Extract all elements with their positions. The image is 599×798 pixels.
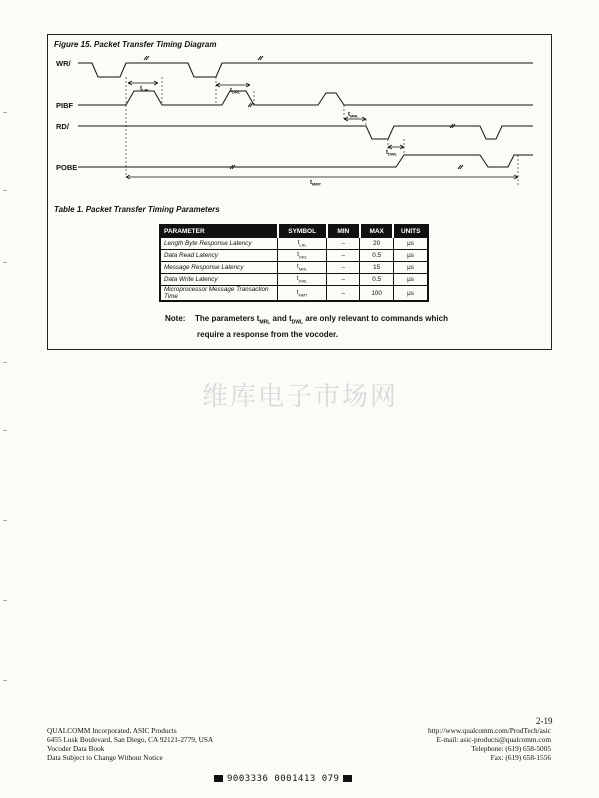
barcode-text: 9003336 0001413 079 bbox=[227, 774, 340, 784]
signal-label-rd: RD/ bbox=[56, 122, 69, 131]
cell-units: µs bbox=[393, 262, 428, 274]
margin-tick bbox=[3, 112, 7, 113]
pibf-waveform bbox=[78, 91, 533, 105]
cell-min: – bbox=[327, 238, 360, 250]
watermark: 维库电子市场网 bbox=[201, 382, 398, 412]
timing-label-dwl: $t_{DWL}$ bbox=[386, 150, 398, 157]
timing-label-drl: $t_{DRL}$ bbox=[230, 88, 241, 95]
wr-waveform bbox=[78, 63, 533, 77]
cell-units: µs bbox=[393, 286, 428, 302]
figure-box bbox=[47, 34, 552, 350]
footer-telephone: Telephone: (619) 658-5005 bbox=[471, 744, 551, 753]
table-row bbox=[160, 274, 428, 286]
signal-label-pobe: POBE bbox=[56, 163, 78, 172]
cell-max: 0.5 bbox=[360, 274, 394, 286]
barcode bbox=[210, 774, 356, 784]
margin-tick bbox=[3, 262, 7, 263]
footer-left bbox=[47, 726, 213, 762]
header-parameter: PARAMETER bbox=[160, 225, 278, 238]
margin-tick bbox=[3, 520, 7, 521]
timing-label-mmt: $t_{MMT}$ bbox=[310, 180, 322, 187]
cell-min: – bbox=[327, 262, 360, 274]
cell-symbol: $t_{MMT}$ bbox=[278, 286, 327, 302]
signal-label-wr: WR/ bbox=[56, 59, 71, 68]
footer-address: 6455 Lusk Boulevard, San Diego, CA 92121-2779, USA bbox=[47, 735, 214, 744]
footer-fax: Fax: (619) 658-1556 bbox=[490, 753, 551, 762]
margin-tick bbox=[3, 362, 7, 363]
footer-book: Vocoder Data Book bbox=[47, 744, 105, 753]
note-line-2: require a response from the vocoder. bbox=[197, 329, 338, 339]
cell-min: – bbox=[327, 274, 360, 286]
cell-max: 0.5 bbox=[360, 250, 394, 262]
cell-min: – bbox=[327, 250, 360, 262]
cell-symbol: $t_{DRL}$ bbox=[278, 250, 327, 262]
footer-email: E-mail: asic-products@qualcomm.com bbox=[436, 735, 551, 744]
table-row bbox=[160, 262, 428, 274]
cell-parameter: Microprocessor Message Transaction Time bbox=[160, 286, 278, 302]
table-header-row bbox=[160, 225, 428, 238]
table-row bbox=[160, 286, 428, 302]
cell-units: µs bbox=[393, 250, 428, 262]
cell-symbol: $t_{MRL}$ bbox=[278, 262, 327, 274]
timing-parameters-table bbox=[159, 224, 429, 302]
header-symbol: SYMBOL bbox=[278, 225, 327, 238]
footer-disclaimer: Data Subject to Change Without Notice bbox=[47, 753, 163, 762]
cell-units: µs bbox=[393, 238, 428, 250]
margin-tick bbox=[3, 190, 7, 191]
cell-max: 20 bbox=[360, 238, 394, 250]
signal-label-pibf: PIBF bbox=[56, 101, 74, 110]
cell-min: – bbox=[327, 286, 360, 302]
header-max: MAX bbox=[360, 225, 394, 238]
margin-tick bbox=[3, 430, 7, 431]
cell-parameter: Data Write Latency bbox=[160, 274, 278, 286]
barcode-block-left bbox=[214, 775, 223, 782]
margin-tick bbox=[3, 600, 7, 601]
table-row bbox=[160, 250, 428, 262]
timing-label-lrl: $t_{LRL}$ bbox=[140, 86, 150, 93]
note-line-1: Note: The parameters $t_{MRL}$ and $t_{DWL}$ are only relevant to commands which bbox=[165, 314, 448, 326]
header-units: UNITS bbox=[393, 225, 428, 238]
cell-parameter: Length Byte Response Latency bbox=[160, 238, 278, 250]
header-min: MIN bbox=[327, 225, 360, 238]
cell-max: 15 bbox=[360, 262, 394, 274]
page-number: 2-19 bbox=[536, 716, 553, 726]
note-lead: Note: bbox=[165, 314, 186, 323]
cell-max: 100 bbox=[360, 286, 394, 302]
rd-waveform bbox=[78, 126, 533, 139]
pobe-waveform bbox=[78, 155, 533, 167]
timing-diagram bbox=[48, 35, 553, 205]
cell-parameter: Message Response Latency bbox=[160, 262, 278, 274]
table-title: Table 1. Packet Transfer Timing Parameters bbox=[54, 205, 220, 214]
margin-tick bbox=[3, 680, 7, 681]
timing-label-mrl: $t_{MRL}$ bbox=[348, 112, 359, 119]
table-row bbox=[160, 238, 428, 250]
cell-symbol: $t_{DWL}$ bbox=[278, 274, 327, 286]
footer-right bbox=[428, 726, 551, 762]
figure-title: Figure 15. Packet Transfer Timing Diagram bbox=[54, 40, 217, 49]
footer-url: http://www.qualcomm.com/ProdTech/asic bbox=[427, 726, 551, 735]
cell-symbol: $t_{LRL}$ bbox=[278, 238, 327, 250]
table-note bbox=[165, 313, 465, 341]
barcode-block-right bbox=[343, 775, 352, 782]
footer-company: QUALCOMM Incorporated, ASIC Products bbox=[47, 726, 177, 735]
cell-parameter: Data Read Latency bbox=[160, 250, 278, 262]
cell-units: µs bbox=[393, 274, 428, 286]
